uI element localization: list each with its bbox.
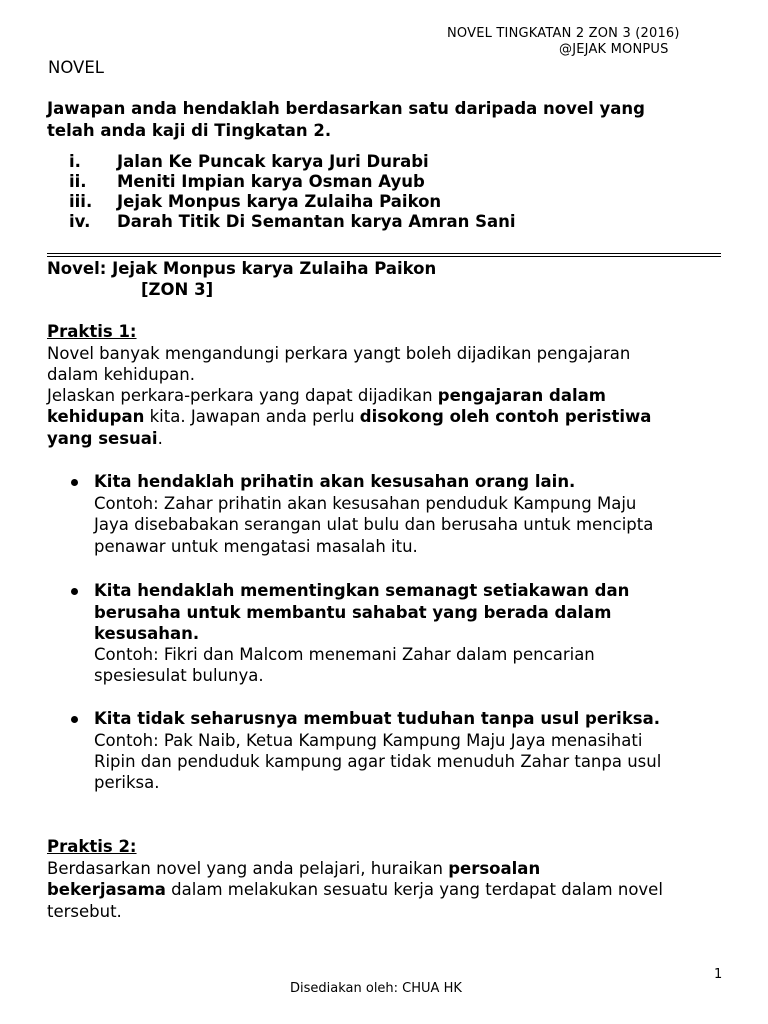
question-emphasis: yang sesuai	[47, 429, 158, 448]
praktis-2-question	[47, 858, 540, 880]
question-text: Berdasarkan novel yang anda pelajari, huraikan	[47, 859, 449, 878]
bullet-icon	[71, 588, 78, 595]
novel-number: iii.	[69, 192, 93, 211]
praktis-2-heading: Praktis 2:	[47, 837, 137, 856]
instruction-line-2: telah anda kaji di Tingkatan 2.	[47, 121, 332, 140]
selected-novel: Novel: Jejak Monpus karya Zulaiha Paikon	[47, 259, 437, 278]
novel-title: Darah Titik Di Semantan karya Amran Sani	[117, 212, 516, 231]
praktis-1-heading: Praktis 1:	[47, 322, 137, 341]
point-heading: Kita hendaklah prihatin akan kesusahan orang lain.	[94, 472, 576, 491]
bullet-icon	[71, 479, 78, 486]
point-example: Jaya disebabakan serangan ulat bulu dan berusaha untuk mencipta	[94, 515, 654, 534]
novel-list-item	[69, 191, 441, 213]
praktis-2-question	[47, 879, 663, 901]
question-emphasis: bekerjasama	[47, 880, 166, 899]
question-text: dalam melakukan sesuatu kerja yang terdapat dalam novel	[165, 880, 663, 899]
novel-list-item	[69, 151, 429, 173]
question-text: kita. Jawapan anda perlu	[144, 407, 360, 426]
novel-number: iv.	[69, 212, 91, 231]
header-subtitle: @JEJAK MONPUS	[559, 42, 669, 57]
question-text: Jelaskan perkara-perkara yang dapat dijadikan	[47, 386, 438, 405]
point-example: spesiesulat bulunya.	[94, 666, 264, 685]
page-number: 1	[714, 967, 723, 982]
novel-title: Meniti Impian karya Osman Ayub	[117, 172, 425, 191]
divider-line	[47, 256, 721, 257]
point-heading: berusaha untuk membantu sahabat yang berada dalam	[94, 603, 612, 622]
point-heading: Kita hendaklah mementingkan semanagt setiakawan dan	[94, 581, 630, 600]
point-example: Contoh: Pak Naib, Ketua Kampung Kampung Maju Jaya menasihati	[94, 731, 643, 750]
divider-line	[47, 253, 721, 254]
novel-list-item	[69, 211, 516, 233]
bullet-icon	[71, 716, 78, 723]
footer-credit: Disediakan oleh: CHUA HK	[290, 981, 462, 996]
novel-title: Jejak Monpus karya Zulaiha Paikon	[117, 192, 442, 211]
header-title: NOVEL TINGKATAN 2 ZON 3 (2016)	[447, 26, 680, 41]
praktis-1-intro: Novel banyak mengandungi perkara yangt boleh dijadikan pengajaran	[47, 344, 631, 363]
point-example: Contoh: Fikri dan Malcom menemani Zahar dalam pencarian	[94, 645, 595, 664]
praktis-1-question	[47, 406, 651, 428]
instruction-line-1: Jawapan anda hendaklah berdasarkan satu daripada novel yang	[47, 99, 645, 118]
question-emphasis: pengajaran dalam	[437, 386, 606, 405]
praktis-1-intro: dalam kehidupan.	[47, 365, 195, 384]
point-heading: Kita tidak seharusnya membuat tuduhan tanpa usul periksa.	[94, 709, 661, 728]
novel-number: i.	[69, 152, 81, 171]
section-label: NOVEL	[48, 58, 104, 77]
novel-title: Jalan Ke Puncak karya Juri Durabi	[117, 152, 429, 171]
praktis-1-question	[47, 428, 163, 450]
novel-list-item	[69, 171, 425, 193]
point-example: Contoh: Zahar prihatin akan kesusahan penduduk Kampung Maju	[94, 494, 637, 513]
point-example: periksa.	[94, 773, 160, 792]
praktis-1-question	[47, 385, 606, 407]
question-emphasis: persoalan	[448, 859, 541, 878]
question-emphasis: disokong oleh contoh peristiwa	[359, 407, 652, 426]
question-emphasis: kehidupan	[47, 407, 145, 426]
point-example: penawar untuk mengatasi masalah itu.	[94, 537, 418, 556]
praktis-2-question: tersebut.	[47, 902, 122, 921]
point-example: Ripin dan penduduk kampung agar tidak menuduh Zahar tanpa usul	[94, 752, 662, 771]
selected-zone: [ZON 3]	[141, 280, 214, 299]
point-heading: kesusahan.	[94, 624, 200, 643]
novel-number: ii.	[69, 172, 87, 191]
question-text: .	[157, 429, 163, 448]
